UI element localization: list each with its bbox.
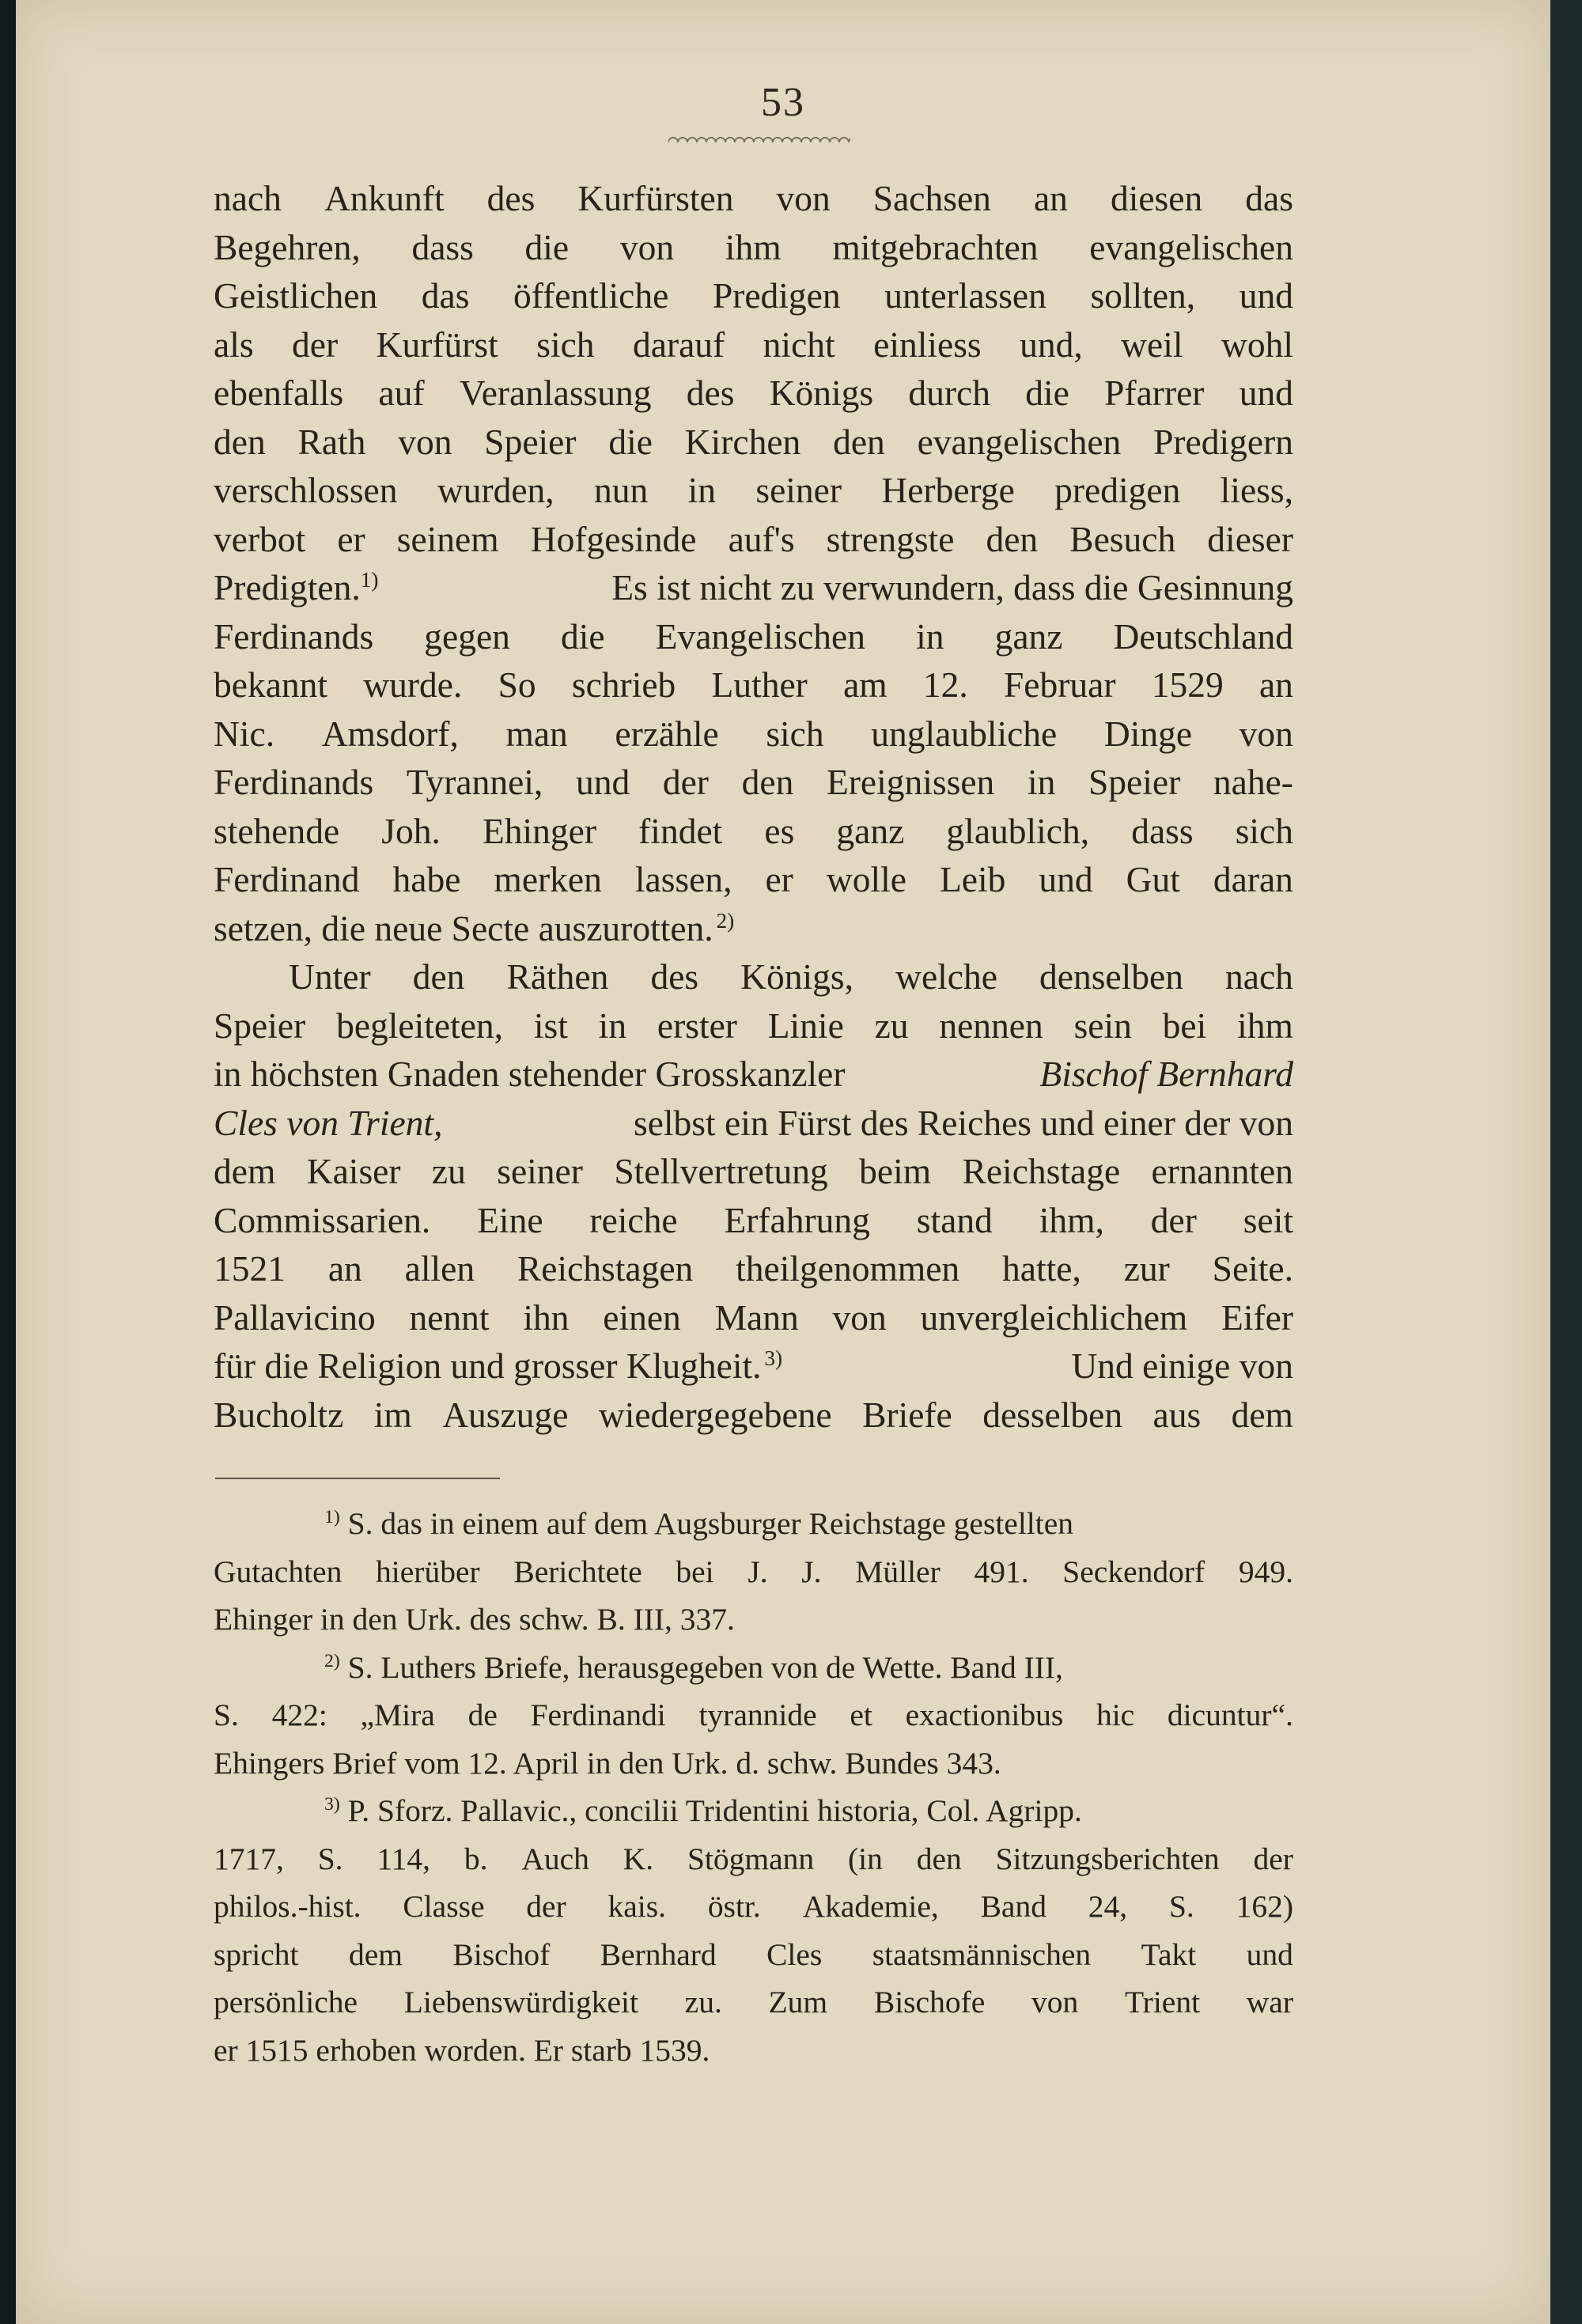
word: die	[561, 615, 605, 657]
word: beim	[859, 1151, 932, 1191]
word: Hofgesinde	[530, 518, 697, 559]
text-line	[214, 807, 1293, 856]
word: 24,	[1088, 1889, 1128, 1924]
italic-name: Cles von Trient,	[214, 1102, 443, 1143]
word: sich	[536, 324, 595, 365]
word: Auszuge	[442, 1394, 569, 1435]
word: Müller	[855, 1554, 940, 1589]
word: Leib	[939, 859, 1006, 899]
word: Predigern	[1153, 421, 1293, 462]
word: Evangelischen	[655, 615, 865, 657]
word: er	[765, 859, 793, 899]
word: und	[575, 762, 630, 802]
text-line	[214, 1099, 1293, 1148]
word: es	[764, 810, 795, 851]
word: Herberge	[881, 470, 1015, 510]
word: Linie	[767, 1005, 844, 1046]
footnote-line: Ehingers Brief vom 12. April in den Urk. d. schw. Bundes 343.	[214, 1745, 1001, 1781]
word: Deutschland	[1113, 615, 1293, 657]
word: dem	[214, 1151, 276, 1191]
word: Räthen	[506, 956, 609, 997]
word: seiner	[755, 470, 842, 510]
word: darauf	[633, 324, 725, 365]
footnote-1-line	[214, 1500, 1293, 1548]
word: als	[214, 324, 254, 365]
word: Ehinger	[483, 810, 597, 851]
word: den	[986, 518, 1039, 559]
text-line	[214, 612, 1293, 661]
word: von	[1031, 1985, 1079, 2019]
word: und	[1039, 859, 1093, 899]
word: und	[1246, 1936, 1293, 1972]
word: Stellvertretung	[614, 1151, 828, 1191]
text-line	[214, 563, 1293, 612]
footnote-2-line	[214, 1644, 1293, 1692]
word: auf's	[728, 518, 795, 559]
footnote-line	[214, 1883, 1293, 1931]
word: den	[916, 1841, 962, 1876]
word: Sitzungsberichten	[995, 1841, 1220, 1876]
word: liess,	[1220, 470, 1293, 510]
word: ihm	[1237, 1005, 1293, 1046]
word: „Mira	[360, 1698, 435, 1732]
word: seiner	[497, 1151, 583, 1191]
word: von	[776, 178, 831, 218]
word: Kurfürsten	[577, 178, 734, 218]
word: tyrannide	[698, 1698, 817, 1732]
word: Eifer	[1221, 1296, 1293, 1338]
word: mitgebrachten	[832, 226, 1039, 267]
text-line	[214, 271, 1293, 320]
word: dicuntur“.	[1167, 1698, 1293, 1732]
word: hic	[1096, 1698, 1135, 1732]
word: wolle	[826, 859, 906, 899]
word: gegen	[424, 615, 510, 657]
text-line	[214, 1050, 1293, 1099]
word: S.	[1168, 1889, 1194, 1924]
footnote-marker: $^{1)}$ S. das in einem auf dem Augsburger Reichstage gestellten	[324, 1506, 1074, 1541]
word: Gutachten	[214, 1554, 343, 1589]
word: nennt	[409, 1296, 490, 1338]
footnote-line	[214, 1931, 1293, 1979]
word: Pfarrer	[1104, 373, 1205, 413]
text-line	[214, 1147, 1293, 1196]
word: einen	[603, 1296, 681, 1338]
word: findet	[638, 810, 723, 851]
word: der	[662, 762, 709, 802]
word: Speier	[1088, 762, 1181, 802]
word: Nic.	[214, 713, 275, 754]
word: Sachsen	[872, 178, 991, 218]
word: Februar	[1004, 664, 1116, 705]
word: ihm	[725, 226, 782, 267]
footnote-separator	[215, 1478, 500, 1479]
word: diesen	[1110, 178, 1203, 218]
word: Band	[980, 1889, 1046, 1924]
word: et	[850, 1698, 872, 1732]
word: sich	[1235, 810, 1293, 851]
word: allen	[404, 1248, 475, 1289]
word: Reichstage	[962, 1151, 1121, 1191]
text-line	[214, 174, 1293, 223]
text-line	[214, 758, 1293, 807]
text-line	[214, 660, 1293, 710]
word: an	[327, 1248, 362, 1289]
word: Ankunft	[324, 178, 445, 218]
word: Ereignissen	[826, 762, 995, 802]
word: nach	[214, 178, 282, 218]
binding-edge	[0, 0, 16, 2324]
text-line	[214, 1244, 1293, 1293]
text-line	[214, 418, 1293, 467]
word: desselben	[982, 1394, 1123, 1435]
word: durch	[908, 373, 991, 413]
word: S.	[214, 1698, 239, 1732]
footnote-marker: $^{3)}$ P. Sforz. Pallavic., concilii Tridentini historia, Col. Agripp.	[324, 1793, 1082, 1828]
word: erzähle	[615, 713, 719, 754]
word: Pallavicino	[214, 1296, 376, 1338]
text-line	[214, 1342, 1293, 1391]
word: in	[1027, 762, 1056, 802]
word: den	[412, 956, 465, 997]
word: von	[1239, 713, 1293, 754]
text-fragment: Und einige von	[1071, 1346, 1293, 1386]
word: in	[916, 615, 944, 657]
footnote-line	[214, 1691, 1293, 1739]
text-line	[214, 1293, 1293, 1342]
footnotes	[214, 1500, 1293, 2074]
word: Speier	[214, 1005, 306, 1046]
word: wurde.	[363, 664, 463, 705]
word: Königs	[769, 373, 874, 413]
text-line	[214, 223, 1293, 272]
word: Trient	[1124, 1985, 1201, 2019]
word: ganz	[836, 810, 905, 851]
word: merken	[494, 859, 602, 899]
word: östr.	[707, 1889, 761, 1924]
text-line	[214, 1391, 1293, 1440]
word: dem	[1231, 1394, 1293, 1435]
word: bekannt	[214, 664, 328, 705]
text-fragment: für die Religion und grosser Klugheit. $^{3)}$	[214, 1346, 783, 1386]
word: glaublich,	[946, 810, 1090, 851]
italic-name: Bischof Bernhard	[1039, 1054, 1293, 1094]
word: Bischofe	[873, 1985, 986, 2019]
word: weil	[1121, 324, 1183, 365]
word: theilgenommen	[736, 1248, 960, 1289]
word: Seckendorf	[1062, 1554, 1205, 1589]
word: Erfahrung	[724, 1199, 870, 1240]
word: Ferdinand	[214, 859, 360, 899]
text-line	[214, 515, 1293, 564]
text-line	[214, 710, 1293, 759]
word: sollten,	[1090, 275, 1196, 316]
word: Bernhard	[600, 1936, 717, 1972]
body-text	[214, 174, 1293, 1439]
word: seinem	[396, 518, 499, 559]
word: Ferdinandi	[530, 1698, 666, 1732]
text-fragment: setzen, die neue Secte auszurotten. $^{2)}$	[214, 907, 735, 948]
word: Bischof	[452, 1936, 551, 1972]
word: erster	[657, 1005, 737, 1046]
word: ihn	[523, 1296, 570, 1338]
word: 114,	[377, 1841, 431, 1876]
word: b.	[464, 1841, 488, 1876]
text-line	[214, 1196, 1293, 1245]
text-line	[214, 904, 1293, 953]
word: begleiteten,	[336, 1005, 504, 1046]
footnote-ref-3: 3)	[764, 1346, 783, 1370]
word: Kurfürst	[376, 324, 498, 365]
word: 1529	[1151, 664, 1224, 705]
word: ihm,	[1039, 1199, 1104, 1240]
word: staatsmännischen	[872, 1936, 1092, 1972]
text-line	[214, 320, 1293, 369]
word: und	[1239, 373, 1293, 413]
word: ist	[533, 1005, 568, 1046]
word: de	[467, 1698, 498, 1732]
word: unvergleichlichem	[920, 1296, 1188, 1338]
word: nennen	[939, 1005, 1043, 1046]
word: 1521	[214, 1248, 286, 1289]
word: nicht	[763, 324, 835, 365]
word: den	[214, 421, 266, 462]
word: Commissarien.	[214, 1199, 431, 1240]
word: 491.	[974, 1554, 1029, 1589]
text-line	[214, 466, 1293, 515]
word: evangelischen	[917, 421, 1122, 462]
footnote-ref-2: 2)	[716, 908, 735, 933]
word: (in	[847, 1841, 883, 1876]
word: des	[686, 373, 735, 413]
word: Ferdinands	[214, 615, 374, 657]
word: seit	[1243, 1199, 1293, 1240]
word: Auch	[521, 1841, 589, 1876]
word: Cles	[766, 1936, 823, 1972]
word: am	[843, 664, 888, 705]
text-fragment: in höchsten Gnaden stehender Grosskanzler	[214, 1054, 846, 1094]
word: dem	[348, 1936, 403, 1972]
word: 949.	[1238, 1554, 1293, 1589]
word: den	[833, 421, 885, 462]
word: Rath	[297, 421, 366, 462]
word: an	[1033, 178, 1068, 218]
word: Amsdorf,	[321, 713, 459, 754]
word: Reichstagen	[517, 1248, 694, 1289]
word: aus	[1152, 1394, 1202, 1435]
word: öffentliche	[513, 275, 669, 316]
word: im	[373, 1394, 412, 1435]
word: Liebenswürdigkeit	[403, 1985, 638, 2019]
word: von	[619, 226, 675, 267]
word: unglaubliche	[871, 713, 1058, 754]
footnote-line: er 1515 erhoben worden. Er starb 1539.	[214, 2032, 710, 2068]
word: nun	[594, 470, 649, 510]
paragraph-first-line	[214, 952, 1293, 1001]
word: der	[1253, 1841, 1293, 1876]
footnote-3-line	[214, 1787, 1293, 1835]
word: Berichtete	[513, 1554, 642, 1589]
word: stand	[916, 1199, 993, 1240]
word: Bucholtz	[214, 1394, 344, 1435]
footnote-line	[214, 1978, 1293, 2027]
word: stehende	[214, 810, 340, 851]
word: spricht	[214, 1936, 299, 1972]
text-fragment: Es ist nicht zu verwundern, dass die Gesinnung	[611, 567, 1293, 607]
word: das	[1245, 178, 1293, 218]
word: Mann	[714, 1296, 799, 1338]
word: kais.	[607, 1889, 667, 1924]
word: Gut	[1126, 859, 1180, 899]
word: Briefe	[862, 1394, 952, 1435]
footnote-line	[214, 1835, 1293, 1883]
word: J.	[801, 1554, 822, 1589]
word: dass	[1131, 810, 1194, 851]
word: die	[524, 226, 570, 267]
word: auf	[378, 373, 425, 413]
word: Kaiser	[306, 1151, 401, 1191]
word: K.	[623, 1841, 654, 1876]
word: philos.-hist.	[214, 1889, 361, 1924]
word: einliess	[873, 324, 982, 365]
word: war	[1246, 1985, 1293, 2019]
word: reiche	[589, 1199, 678, 1240]
word: das	[421, 275, 470, 316]
word: den	[741, 762, 794, 802]
word: nach	[1225, 956, 1293, 997]
footnote-line	[214, 1548, 1293, 1596]
word: von	[832, 1296, 887, 1338]
word: Stögmann	[687, 1841, 815, 1876]
word: Königs,	[740, 956, 854, 997]
word: Geistlichen	[214, 275, 378, 316]
word: bei	[676, 1554, 714, 1589]
word: schrieb	[571, 664, 676, 705]
word: zu.	[684, 1985, 722, 2019]
word: J.	[747, 1554, 768, 1589]
word: Luther	[711, 664, 808, 705]
word: S.	[317, 1841, 343, 1876]
word: die	[608, 421, 653, 462]
word: von	[398, 421, 452, 462]
word: exactionibus	[905, 1698, 1064, 1732]
word: Speier	[484, 421, 577, 462]
word: verbot	[214, 518, 306, 559]
word: welche	[895, 956, 997, 997]
word: daran	[1213, 859, 1293, 899]
word: zur	[1123, 1248, 1170, 1289]
word: der	[1150, 1199, 1197, 1240]
word: ernannten	[1151, 1151, 1293, 1191]
word: Takt	[1141, 1936, 1197, 1972]
word: Joh.	[381, 810, 441, 851]
word: und	[1239, 275, 1293, 316]
word: in	[687, 470, 717, 510]
word: wurden,	[437, 470, 554, 510]
word: des	[486, 178, 536, 218]
page-number-ornament	[668, 133, 850, 142]
text-line	[214, 1001, 1293, 1050]
word: Begehren,	[214, 226, 361, 267]
word: der	[292, 324, 339, 365]
word: Eine	[477, 1199, 543, 1240]
word: dass	[411, 226, 474, 267]
word: Besuch	[1069, 518, 1176, 559]
word: unterlassen	[884, 275, 1046, 316]
text-fragment: selbst ein Fürst des Reiches und einer der von	[634, 1102, 1293, 1143]
word: denselben	[1039, 956, 1183, 997]
word: Seite.	[1212, 1248, 1293, 1289]
word: sich	[766, 713, 824, 754]
word: verschlossen	[214, 470, 398, 510]
word: ebenfalls	[214, 373, 344, 413]
word: ganz	[994, 615, 1063, 657]
word: wiedergegebene	[598, 1394, 832, 1435]
word: und,	[1020, 324, 1083, 365]
word: 1717,	[214, 1841, 284, 1876]
word: der	[526, 1889, 566, 1924]
word: zu	[431, 1151, 466, 1191]
book-page	[16, 0, 1550, 2324]
word: bei	[1162, 1005, 1207, 1046]
text-fragment: Predigten.$^{1)}$	[214, 567, 379, 607]
word: Classe	[403, 1889, 485, 1924]
word: dieser	[1207, 518, 1293, 559]
word: persönliche	[214, 1985, 358, 2019]
word: Akademie,	[802, 1889, 939, 1924]
word: in	[598, 1005, 627, 1046]
word: er	[337, 518, 365, 559]
word: wohl	[1221, 324, 1293, 365]
word: man	[505, 713, 568, 754]
footnote-marker: $^{2)}$ S. Luthers Briefe, herausgegeben von de Wette. Band III,	[324, 1649, 1063, 1685]
word: 162)	[1236, 1889, 1293, 1924]
word: zu	[874, 1005, 909, 1046]
word: hatte,	[1002, 1248, 1081, 1289]
scan-edge-right	[1550, 0, 1582, 2324]
word: des	[650, 956, 699, 997]
page-number: 53	[761, 80, 805, 125]
word: 12.	[922, 664, 968, 705]
word: Kirchen	[684, 421, 801, 462]
word: Zum	[768, 1985, 828, 2019]
word: Predigen	[712, 275, 841, 316]
word: die	[1025, 373, 1069, 413]
footnote-ref-1: 1)	[360, 567, 379, 592]
text-line	[214, 369, 1293, 418]
word: Veranlassung	[459, 373, 652, 413]
word: sein	[1073, 1005, 1132, 1046]
word: Unter	[289, 956, 371, 997]
word: predigen	[1054, 470, 1181, 510]
word: Dinge	[1103, 713, 1193, 754]
word: 422:	[271, 1698, 327, 1732]
word: Ferdinands	[214, 762, 374, 802]
text-line	[214, 855, 1293, 904]
word: So	[498, 664, 536, 705]
footnote-line: Ehinger in den Urk. des schw. B. III, 337.	[214, 1602, 735, 1637]
word: Tyrannei,	[406, 762, 543, 802]
word: evangelischen	[1089, 226, 1293, 267]
word: nahe-	[1213, 762, 1293, 802]
word: hierüber	[376, 1554, 480, 1589]
word: strengste	[826, 518, 955, 559]
word: habe	[392, 859, 461, 899]
word: lassen,	[634, 859, 732, 899]
word: an	[1258, 664, 1293, 705]
